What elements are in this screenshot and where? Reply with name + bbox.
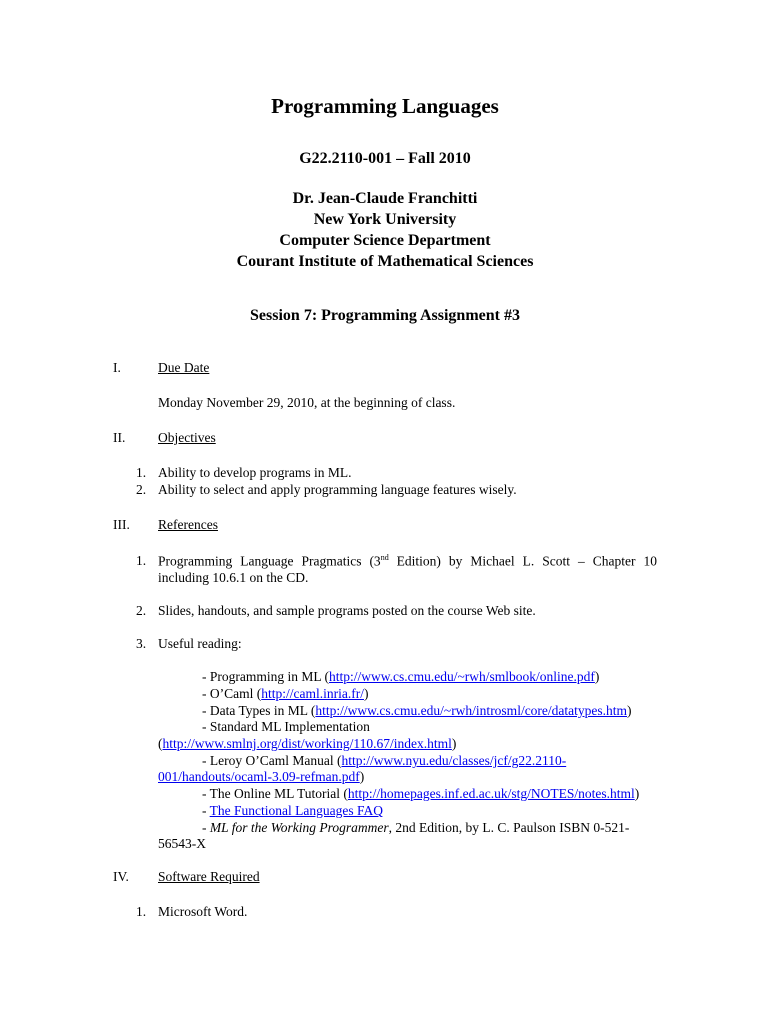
course-code: G22.2110-001 – Fall 2010 xyxy=(299,150,471,167)
reading-item: 56543-X xyxy=(158,836,206,851)
reading-item xyxy=(202,669,599,685)
reading-item xyxy=(202,820,629,836)
reading-text: ) xyxy=(594,669,600,684)
objective-number: 2. xyxy=(136,482,147,497)
software-text: Microsoft Word. xyxy=(158,904,248,919)
reading-item xyxy=(202,703,632,719)
reading-item xyxy=(202,753,566,769)
document-title: Programming Languages xyxy=(271,94,499,118)
link-ocaml-manual[interactable]: http://www.nyu.edu/classes/jcf/g22.2110- xyxy=(341,753,567,768)
reading-text: - O’Caml ( xyxy=(202,686,262,701)
reading-text: ) xyxy=(627,703,632,718)
section-number-software: IV. xyxy=(113,869,129,884)
link-smlbook[interactable]: http://www.cs.cmu.edu/~rwh/smlbook/online.pdf xyxy=(328,669,595,684)
session-title: Session 7: Programming Assignment #3 xyxy=(250,307,520,324)
reading-item xyxy=(202,803,383,819)
reading-item: - Standard ML Implementation xyxy=(202,719,370,734)
reading-text: ) xyxy=(363,686,369,701)
reference-text-line2: including 10.6.1 on the CD. xyxy=(158,570,309,585)
reading-text: - Programming in ML ( xyxy=(202,669,329,684)
section-title-references: References xyxy=(158,517,218,532)
reading-item xyxy=(202,686,368,702)
link-smlnj[interactable]: http://www.smlnj.org/dist/working/110.67/index.html xyxy=(162,736,452,751)
reading-text: - The Online ML Tutorial ( xyxy=(202,786,348,801)
reference-text-line1 xyxy=(158,553,657,570)
due-date-text: Monday November 29, 2010, at the beginning of class. xyxy=(158,395,456,410)
reading-text: - xyxy=(202,803,210,818)
instructor-name: Dr. Jean-Claude Franchitti xyxy=(292,190,478,207)
reference-text-part: Edition) by Michael L. Scott – Chapter 10 xyxy=(388,553,657,569)
reading-item xyxy=(158,769,364,785)
objective-text: Ability to select and apply programming language features wisely. xyxy=(158,482,517,497)
institute-name: Courant Institute of Mathematical Sciences xyxy=(236,253,534,270)
section-number-references: III. xyxy=(113,517,130,532)
reading-text: , 2nd Edition, by L. C. Paulson ISBN 0-521- xyxy=(388,820,630,835)
university-name: New York University xyxy=(313,211,457,228)
reading-text: ) xyxy=(359,769,365,784)
link-ml-tutorial[interactable]: http://homepages.inf.ed.ac.uk/stg/NOTES/notes.html xyxy=(347,786,635,801)
reading-item xyxy=(158,736,456,752)
reference-number: 1. xyxy=(136,553,147,568)
software-number: 1. xyxy=(136,904,147,919)
reference-text: Slides, handouts, and sample programs posted on the course Web site. xyxy=(158,603,536,618)
section-title-due: Due Date xyxy=(158,360,210,375)
section-title-software: Software Required xyxy=(158,869,260,884)
reference-text-part: Programming Language Pragmatics (3 xyxy=(158,553,381,569)
section-title-objectives: Objectives xyxy=(158,430,216,445)
section-number-due: I. xyxy=(113,360,121,375)
reading-text: ) xyxy=(451,736,457,751)
reading-item xyxy=(202,786,639,802)
reference-number: 3. xyxy=(136,636,147,651)
reading-text: - Leroy O’Caml Manual ( xyxy=(202,753,342,768)
reading-text: - Data Types in ML ( xyxy=(202,703,316,718)
link-ocaml-manual[interactable]: 001/handouts/ocaml-3.09-refman.pdf xyxy=(158,769,360,784)
section-number-objectives: II. xyxy=(113,430,126,445)
link-ocaml[interactable]: http://caml.inria.fr/ xyxy=(261,686,364,701)
reading-text: ( xyxy=(158,736,163,751)
department-name: Computer Science Department xyxy=(279,232,491,249)
reference-number: 2. xyxy=(136,603,147,618)
link-datatypes[interactable]: http://www.cs.cmu.edu/~rwh/introsml/core/datatypes.htm xyxy=(315,703,628,718)
objective-text: Ability to develop programs in ML. xyxy=(158,465,352,480)
reference-text: Useful reading: xyxy=(158,636,242,651)
objective-number: 1. xyxy=(136,465,147,480)
book-title: ML for the Working Programmer xyxy=(209,820,389,835)
reading-text: - xyxy=(202,820,210,835)
reading-text: ) xyxy=(634,786,640,801)
superscript: nd xyxy=(380,553,389,562)
link-functional-faq[interactable]: The Functional Languages FAQ xyxy=(209,803,383,818)
